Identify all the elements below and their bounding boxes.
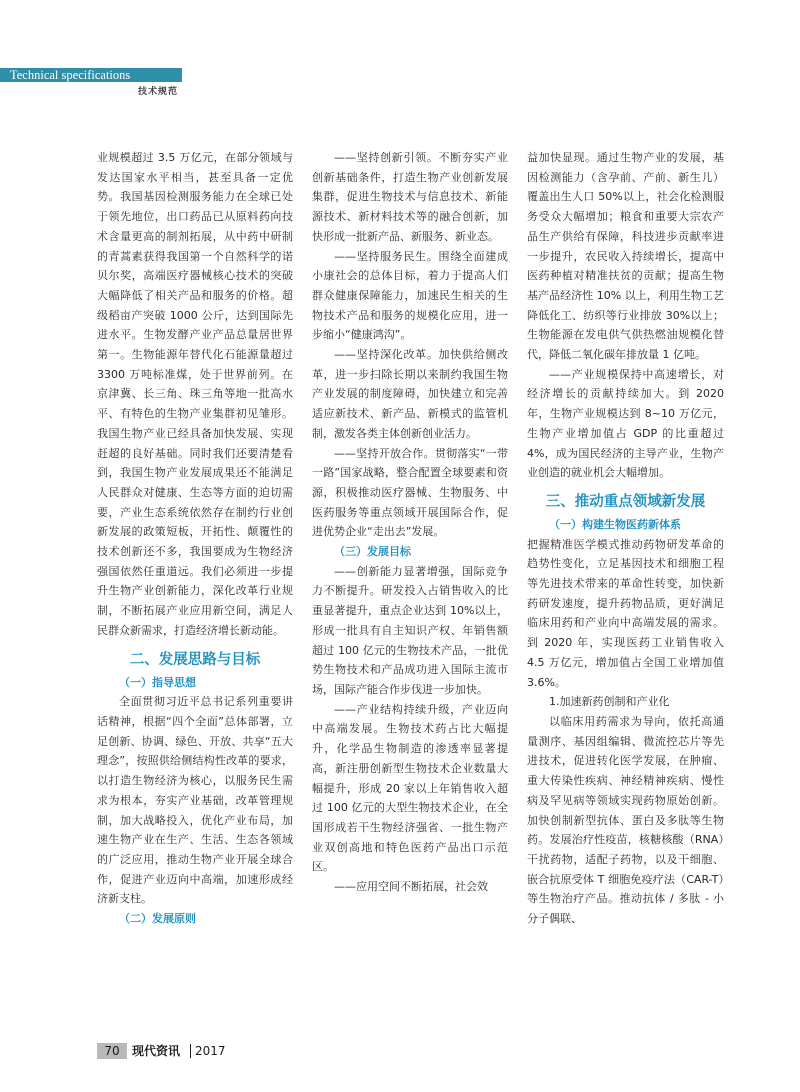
section-heading: 二、发展思路与目标 <box>129 651 261 668</box>
page-number: 70 <box>97 1043 127 1059</box>
paragraph: ——应用空间不断拓展，社会效 <box>334 880 488 894</box>
numbered-subheading: 1.加速新药创制和产业化 <box>549 695 670 709</box>
text-column-2 <box>312 148 508 1028</box>
paragraph: ——坚持开放合作。贯彻落实“一带一路”国家战略，整合配置全球要素和资源，积极推动医疗器械、生物服务、中医药服务等重点领域开展国际合作，促进优势企业“走出去”发展。 <box>312 446 508 539</box>
subsection-heading: （一）构建生物医药新体系 <box>549 517 681 531</box>
paragraph: ——坚持服务民生。围绕全面建成小康社会的总体目标，着力于提高人们群众健康保障能力，加速民生相关的生物技术产品和服务的规模化应用，进一步缩小“健康鸿沟”。 <box>312 249 508 342</box>
section-heading: 三、推动重点领域新发展 <box>545 493 706 510</box>
text-column-3 <box>527 148 724 1028</box>
paragraph: ——坚持创新引领。不断夯实产业创新基础条件，打造生物产业创新发展集群，促进生物技术与信息技术、新能源技术、新材料技术等的融合创新，加快形成一批新产品、新服务、新业态。 <box>312 151 508 243</box>
magazine-logo: 现代资讯 <box>132 1044 181 1058</box>
section-header-subtitle: 技术规范 <box>137 87 178 97</box>
paragraph: ——坚持深化改革。加快供给侧改革，进一步扫除长期以来制约我国生物产业发展的制度障碍，加快建立和完善适应新技术、新产品、新模式的监管机制，激发各类主体创新创业活力。 <box>312 348 508 440</box>
paragraph: 全面贯彻习近平总书记系列重要讲话精神，根据“四个全面”总体部署，立足创新、协调、绿色、开放、共享“五大理念”，按照供给侧结构性改革的要求，以打造生物经济为核心，以服务民生需求为根本，夯实产业基础，改革管理规制，加大战略投入，优化产业布局，加速生物产业在生产、生活、生态各领域的广泛应用，推动生物产业开展全球合作，促进产业迈向中高端，加速形成经济新支柱。 <box>97 695 293 906</box>
subsection-heading: （一）指导思想 <box>119 675 196 689</box>
subsection-heading: （三）发展目标 <box>334 545 411 559</box>
paragraph: 业规模超过 3.5 万亿元，在部分领域与发达国家水平相当，甚至具备一定优势。我国基因检测服务能力在全球已处于领先地位，出口药品已从原料药向技术含量更高的制剂拓展，从中药中研制的青蒿素获得我国第一个自然科学的诺贝尔奖，高端医疗器械核心技术的突破大幅降低了相关产品和服务的价格。超级稻亩产突破 1000 公斤，达到国际先进水平。生物发酵产业产品总量居世界第一。生物能源年替代化石能源量超过 3300 万吨标准煤，处于世界前列。在京津冀、长三角、珠三角等地一批高水平、有特色的生物产业集群初见雏形。我国生物产业已经具备加快发展、实现赶超的良好基础。同时我们还要清楚看到，我国生物产业发展成果还不能满足人民群众对健康、生态等方面的迫切需要，产业生态系统依然存在制约行业创新发展的政策短板，开拓性、颠覆性的技术创新还不多，我国要成为生物经济强国依然任重道远。我们必须进一步提升生物产业创新能力，深化改革行业规制，不断拓展产业应用新空间，满足人民群众新需求，打造经济增长新动能。 <box>97 151 293 637</box>
issue-year: 2017 <box>195 1044 226 1058</box>
paragraph: ——产业结构持续升级，产业迈向中高端发展。生物技术药占比大幅提升，化学品生物制造的渗透率显著提高，新注册创新型生物技术企业数量大幅提升，形成 20 家以上年销售收入超过 100 亿元的大型生物技术企业，在全国形成若干生物经济强省、一批生物产业双创高地和特色医药产品出口示范区。 <box>312 702 508 874</box>
paragraph: ——创新能力显著增强，国际竞争力不断提升。研发投入占销售收入的比重显著提升，重点企业达到 10%以上，形成一批具有自主知识产权、年销售额超过 100 亿元的生物技术产品，一批优势生物技术和产品成功进入国际主流市场，国际产能合作步伐进一步加快。 <box>312 564 508 696</box>
text-column-1 <box>97 148 293 1028</box>
subsection-heading: （二）发展原则 <box>119 912 196 926</box>
section-header-title: Technical specifications <box>10 68 131 82</box>
paragraph: 益加快显现。通过生物产业的发展，基因检测能力（含孕前、产前、新生儿）覆盖出生人口 50%以上，社会化检测服务受众大幅增加；粮食和重要大宗农产品生产供给有保障，科技进步贡献率进一步提升，农民收入持续增长，提高中医药种植对精准扶贫的贡献；提高生物基产品经济性 10% 以上，利用生物工艺降低化工、纺织等行业排放 30%以上；生物能源在发电供气供热燃油规模化替代，降低二氧化碳年排放量 1 亿吨。 <box>527 151 724 362</box>
paragraph: 把握精准医学模式推动药物研发革命的趋势性变化，立足基因技术和细胞工程等先进技术带来的革命性转变，加快新药研发速度，提升药物品质，更好满足临床用药和产业向中高端发展的需求。到 2020 年，实现医药工业销售收入 4.5 万亿元，增加值占全国工业增加值 3.6%。 <box>527 537 724 689</box>
paragraph: 以临床用药需求为导向，依托高通量测序、基因组编辑、微流控芯片等先进技术，促进转化医学发展，在肿瘤、重大传染性疾病、神经精神疾病、慢性病及罕见病等领域实现药物原始创新。加快创制新型抗体、蛋白及多肽等生物药。发展治疗性疫苗，核糖核酸（RNA）干扰药物，适配子药物，以及干细胞、嵌合抗原受体 T 细胞免疫疗法（CAR-T）等生物治疗产品。推动抗体 / 多肽 - 小分子偶联、 <box>527 714 724 926</box>
footer-divider <box>190 1044 191 1058</box>
paragraph: ——产业规模保持中高速增长，对经济增长的贡献持续加大。到 2020 年，生物产业规模达到 8~10 万亿元，生物产业增加值占 GDP 的比重超过 4%，成为国民经济的主导产业，生物产业创造的就业机会大幅增加。 <box>527 367 724 480</box>
